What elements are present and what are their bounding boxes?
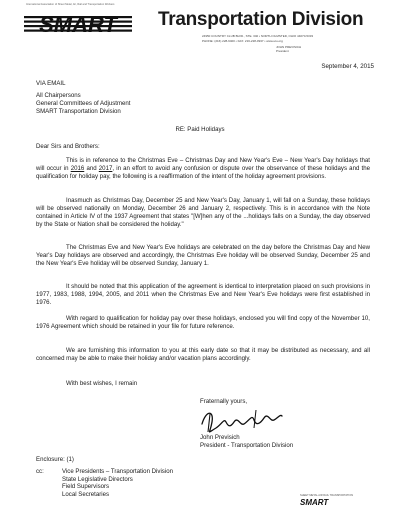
delivery-method: VIA EMAIL [36, 80, 66, 87]
header-address-2: PHONE: (216) 228-9400 • FAX: 216-228-0937 • www.utu.org [202, 38, 283, 43]
p1-end: , in an effort to avoid any confusion or dispute over the observance of these holidays and the qualification for holiday pay, the following is a reaffirmation of the intent of the holiday agreement provisions. [36, 165, 371, 180]
paragraph-6: We are furnishing this information to you at this early date so that it may be distributed as necessary, and all concerned may be able to make their holiday and/or vacation plans accordingly. [36, 347, 370, 362]
header-signer-name: JOHN PREVISICH [276, 45, 302, 49]
smart-logo [24, 12, 132, 36]
cc-item: Local Secretaries [62, 490, 110, 498]
header-signer-title: President [276, 49, 289, 53]
header-top-line: International Association of Sheet Metal, Air, Rail and Transportation Workers [26, 3, 115, 6]
paragraph-1 [36, 157, 370, 181]
paragraph-4: It should be noted that this application of the agreement is identical to interpretation placed on such provisions in 1977, 1983, 1988, 1994, 2005, and 2011 when the Christmas Eve and New Year's Eve holidays were first established in 1976. [36, 283, 370, 306]
enclosure: Enclosure: (1) [36, 456, 74, 463]
closing: Fraternally yours, [200, 398, 248, 405]
cc-item: Field Supervisors [62, 483, 110, 491]
paragraph-5: With regard to qualification for holiday pay over these holidays, enclosed you will find copy of the November 10, 1976 Agreement which should be retained in your file for future reference. [36, 315, 370, 330]
recipient-line: General Committees of Adjustment [36, 100, 131, 107]
header-address-1: 24950 COUNTRY CLUB BLVD., STE. 340 • NORTH OLMSTED, OHIO 44070-5333 [202, 34, 314, 38]
p1-start: This is in reference to the Christmas Eve – Christmas Day and New Year's Eve – New Year's Day holidays that will occur in [36, 157, 370, 172]
cc-list [62, 468, 173, 498]
smart-logo-text: SMART [39, 12, 117, 36]
cc-item: Vice Presidents – Transportation Division [62, 468, 173, 475]
handwritten-signature [196, 404, 286, 436]
recipient-block [36, 92, 131, 116]
recipient-line: SMART Transportation Division [36, 108, 121, 115]
letter-date: September 4, 2015 [321, 63, 374, 70]
re-line: RE: Paid Holidays [175, 126, 225, 133]
footer-logo: SMART [300, 498, 329, 507]
footer-small-text: SHEET METAL AIR RAIL TRANSPORTATION [300, 494, 354, 497]
signature-name: John Previsich [200, 434, 240, 441]
cc-item: State Legislative Directors [62, 475, 133, 483]
salutation: Dear Sirs and Brothers: [36, 143, 100, 150]
division-title: Transportation Division [158, 9, 364, 30]
paragraph-2: Inasmuch as Christmas Day, December 25 and New Year's Day, January 1, will fall on a Sunday, these holidays will be observed nationally on Monday, December 26 and January 2, respectively. This is in accordance with the Note contained in Article IV of the 1937 Agreement that states "[W]hen any of the ...holidays falls on a Sunday, the day observed by the State or Nation shall be considered the holiday." [36, 197, 370, 228]
paragraph-3: The Christmas Eve and New Year's Eve holidays are celebrated on the day before the Christmas Day and New Year's Day holidays are observed and accordingly, the Christmas Eve holiday will be observed Sunday, December 25 and the New Year's Eve holiday will be observed Sunday, January 1. [36, 244, 370, 267]
cc-label: cc: [36, 468, 44, 475]
signature-title: President - Transportation Division [200, 442, 294, 449]
p1-year-2: 2017 [98, 165, 113, 172]
p1-year-1: 2016 [70, 165, 85, 172]
closing-wish: With best wishes, I remain [66, 380, 138, 387]
p1-and: and [84, 165, 99, 172]
recipient-line: All Chairpersons [36, 92, 81, 99]
